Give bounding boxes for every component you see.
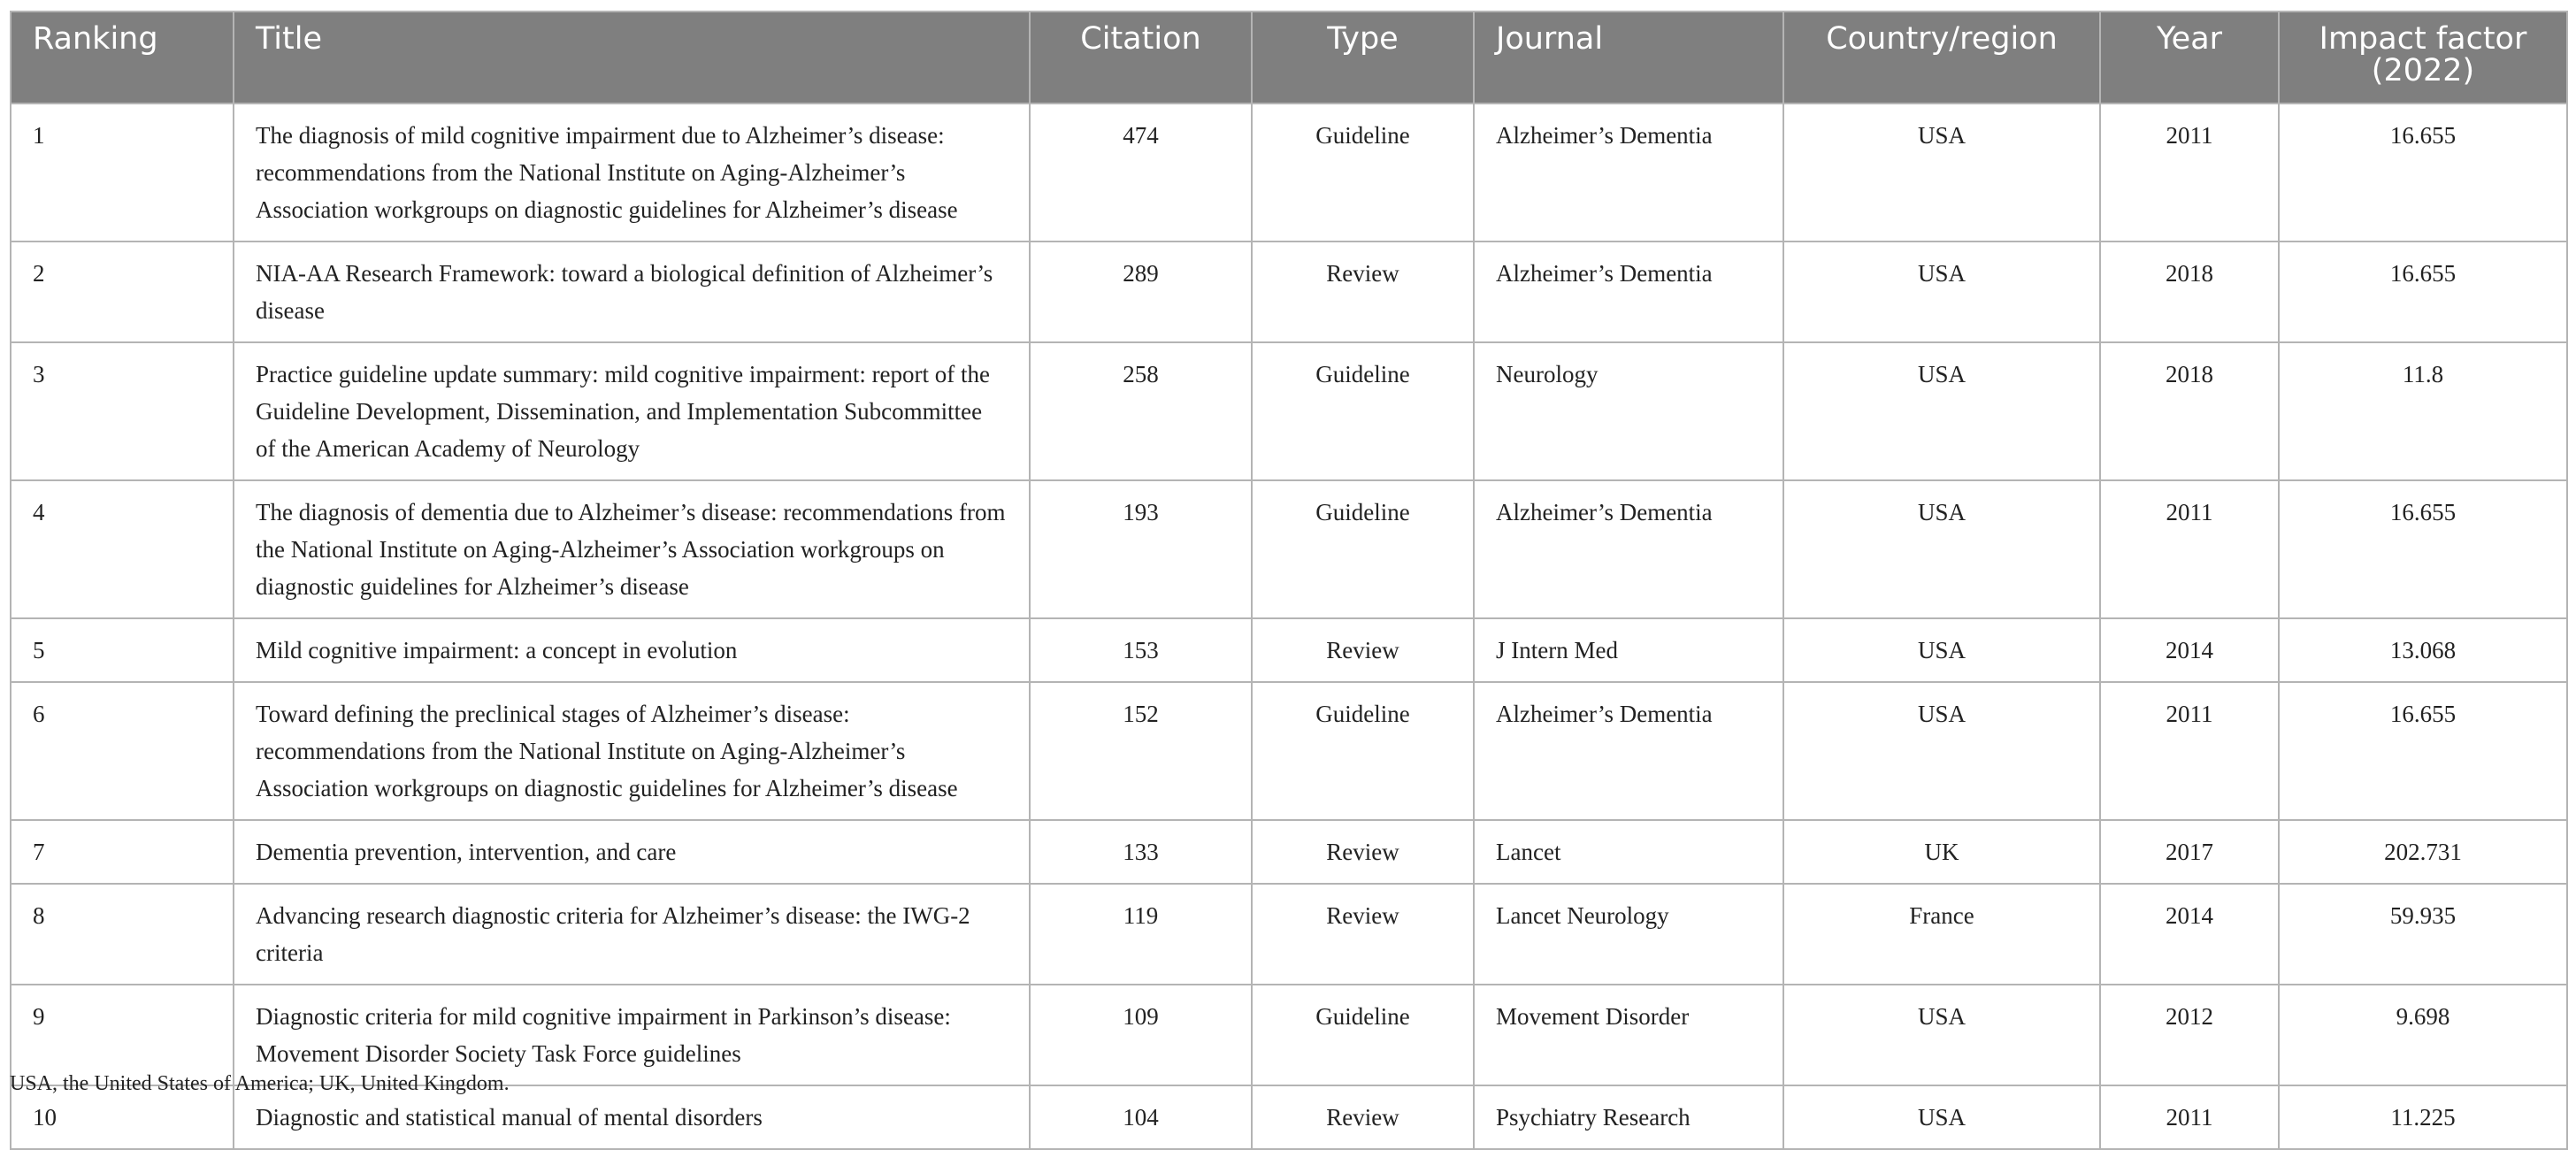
- cell-year: 2014: [2100, 618, 2279, 682]
- table-header-row: [11, 12, 2567, 104]
- cell-title: Dementia prevention, intervention, and care: [234, 820, 1030, 884]
- publications-table-container: [10, 11, 2566, 1150]
- cell-type: Review: [1252, 820, 1474, 884]
- cell-journal: Psychiatry Research: [1474, 1085, 1783, 1149]
- cell-citation: 289: [1030, 242, 1252, 342]
- cell-country-region: USA: [1783, 480, 2100, 618]
- cell-year: 2011: [2100, 480, 2279, 618]
- cell-impact-factor: 202.731: [2279, 820, 2567, 884]
- header-ranking: Ranking: [11, 12, 234, 104]
- header-journal: Journal: [1474, 12, 1783, 104]
- cell-journal: J Intern Med: [1474, 618, 1783, 682]
- cell-impact-factor: 16.655: [2279, 242, 2567, 342]
- cell-country-region: USA: [1783, 342, 2100, 480]
- table-row: [11, 480, 2567, 618]
- cell-journal: Lancet Neurology: [1474, 884, 1783, 985]
- cell-impact-factor: 59.935: [2279, 884, 2567, 985]
- cell-year: 2011: [2100, 682, 2279, 820]
- cell-title: Toward defining the preclinical stages of Alzheimer’s disease: recommendations from the National Institute on Aging-Alzheimer’s Association workgroups on diagnostic guidelines for Alzheimer’s disease: [234, 682, 1030, 820]
- cell-title: Practice guideline update summary: mild cognitive impairment: report of the Guideline Development, Dissemination, and Implementation Subcommittee of the American Academy of Neurology: [234, 342, 1030, 480]
- cell-ranking: 6: [11, 682, 234, 820]
- cell-title: Mild cognitive impairment: a concept in evolution: [234, 618, 1030, 682]
- cell-journal: Alzheimer’s Dementia: [1474, 242, 1783, 342]
- cell-title: The diagnosis of dementia due to Alzheimer’s disease: recommendations from the National Institute on Aging-Alzheimer’s Association workgroups on diagnostic guidelines for Alzheimer’s disease: [234, 480, 1030, 618]
- cell-type: Guideline: [1252, 342, 1474, 480]
- cell-type: Review: [1252, 618, 1474, 682]
- cell-title: Advancing research diagnostic criteria for Alzheimer’s disease: the IWG-2 criteria: [234, 884, 1030, 985]
- cell-citation: 109: [1030, 985, 1252, 1085]
- cell-title: Diagnostic criteria for mild cognitive impairment in Parkinson’s disease: Movement Disorder Society Task Force guidelines: [234, 985, 1030, 1085]
- table-row: [11, 242, 2567, 342]
- cell-ranking: 7: [11, 820, 234, 884]
- cell-ranking: 4: [11, 480, 234, 618]
- header-country-region: Country/region: [1783, 12, 2100, 104]
- cell-title: NIA-AA Research Framework: toward a biological definition of Alzheimer’s disease: [234, 242, 1030, 342]
- cell-year: 2012: [2100, 985, 2279, 1085]
- cell-journal: Alzheimer’s Dementia: [1474, 104, 1783, 242]
- cell-journal: Movement Disorder: [1474, 985, 1783, 1085]
- cell-type: Guideline: [1252, 104, 1474, 242]
- cell-ranking: 5: [11, 618, 234, 682]
- cell-country-region: USA: [1783, 242, 2100, 342]
- cell-citation: 153: [1030, 618, 1252, 682]
- cell-type: Review: [1252, 1085, 1474, 1149]
- cell-ranking: 1: [11, 104, 234, 242]
- cell-country-region: France: [1783, 884, 2100, 985]
- cell-journal: Lancet: [1474, 820, 1783, 884]
- cell-impact-factor: 13.068: [2279, 618, 2567, 682]
- cell-year: 2011: [2100, 104, 2279, 242]
- cell-title: Diagnostic and statistical manual of mental disorders: [234, 1085, 1030, 1149]
- table-row: [11, 618, 2567, 682]
- cell-type: Guideline: [1252, 985, 1474, 1085]
- cell-journal: Alzheimer’s Dementia: [1474, 682, 1783, 820]
- cell-country-region: USA: [1783, 682, 2100, 820]
- cell-year: 2018: [2100, 342, 2279, 480]
- cell-citation: 119: [1030, 884, 1252, 985]
- cell-ranking: 3: [11, 342, 234, 480]
- header-type: Type: [1252, 12, 1474, 104]
- cell-country-region: USA: [1783, 618, 2100, 682]
- table-row: [11, 820, 2567, 884]
- cell-ranking: 2: [11, 242, 234, 342]
- cell-year: 2011: [2100, 1085, 2279, 1149]
- cell-ranking: 10: [11, 1085, 234, 1149]
- cell-country-region: USA: [1783, 985, 2100, 1085]
- cell-country-region: UK: [1783, 820, 2100, 884]
- cell-impact-factor: 11.8: [2279, 342, 2567, 480]
- cell-country-region: USA: [1783, 1085, 2100, 1149]
- cell-year: 2017: [2100, 820, 2279, 884]
- header-impact-factor: Impact factor (2022): [2279, 12, 2567, 104]
- cell-type: Guideline: [1252, 480, 1474, 618]
- table-row: [11, 104, 2567, 242]
- top-cited-publications-table: [10, 11, 2568, 1150]
- cell-citation: 133: [1030, 820, 1252, 884]
- cell-title: The diagnosis of mild cognitive impairment due to Alzheimer’s disease: recommendations from the National Institute on Aging-Alzheimer’s Association workgroups on diagnostic guidelines for Alzheimer’s disease: [234, 104, 1030, 242]
- table-row: [11, 342, 2567, 480]
- cell-impact-factor: 9.698: [2279, 985, 2567, 1085]
- table-row: [11, 884, 2567, 985]
- table-row: [11, 682, 2567, 820]
- cell-impact-factor: 16.655: [2279, 480, 2567, 618]
- cell-impact-factor: 16.655: [2279, 104, 2567, 242]
- cell-ranking: 8: [11, 884, 234, 985]
- table-footnote: USA, the United States of America; UK, United Kingdom.: [10, 1072, 510, 1095]
- cell-type: Review: [1252, 242, 1474, 342]
- cell-year: 2014: [2100, 884, 2279, 985]
- header-citation: Citation: [1030, 12, 1252, 104]
- cell-country-region: USA: [1783, 104, 2100, 242]
- cell-impact-factor: 11.225: [2279, 1085, 2567, 1149]
- header-year: Year: [2100, 12, 2279, 104]
- cell-journal: Alzheimer’s Dementia: [1474, 480, 1783, 618]
- cell-citation: 258: [1030, 342, 1252, 480]
- cell-ranking: 9: [11, 985, 234, 1085]
- cell-citation: 193: [1030, 480, 1252, 618]
- cell-impact-factor: 16.655: [2279, 682, 2567, 820]
- cell-type: Guideline: [1252, 682, 1474, 820]
- cell-type: Review: [1252, 884, 1474, 985]
- cell-year: 2018: [2100, 242, 2279, 342]
- cell-citation: 152: [1030, 682, 1252, 820]
- cell-citation: 474: [1030, 104, 1252, 242]
- cell-journal: Neurology: [1474, 342, 1783, 480]
- cell-citation: 104: [1030, 1085, 1252, 1149]
- header-title: Title: [234, 12, 1030, 104]
